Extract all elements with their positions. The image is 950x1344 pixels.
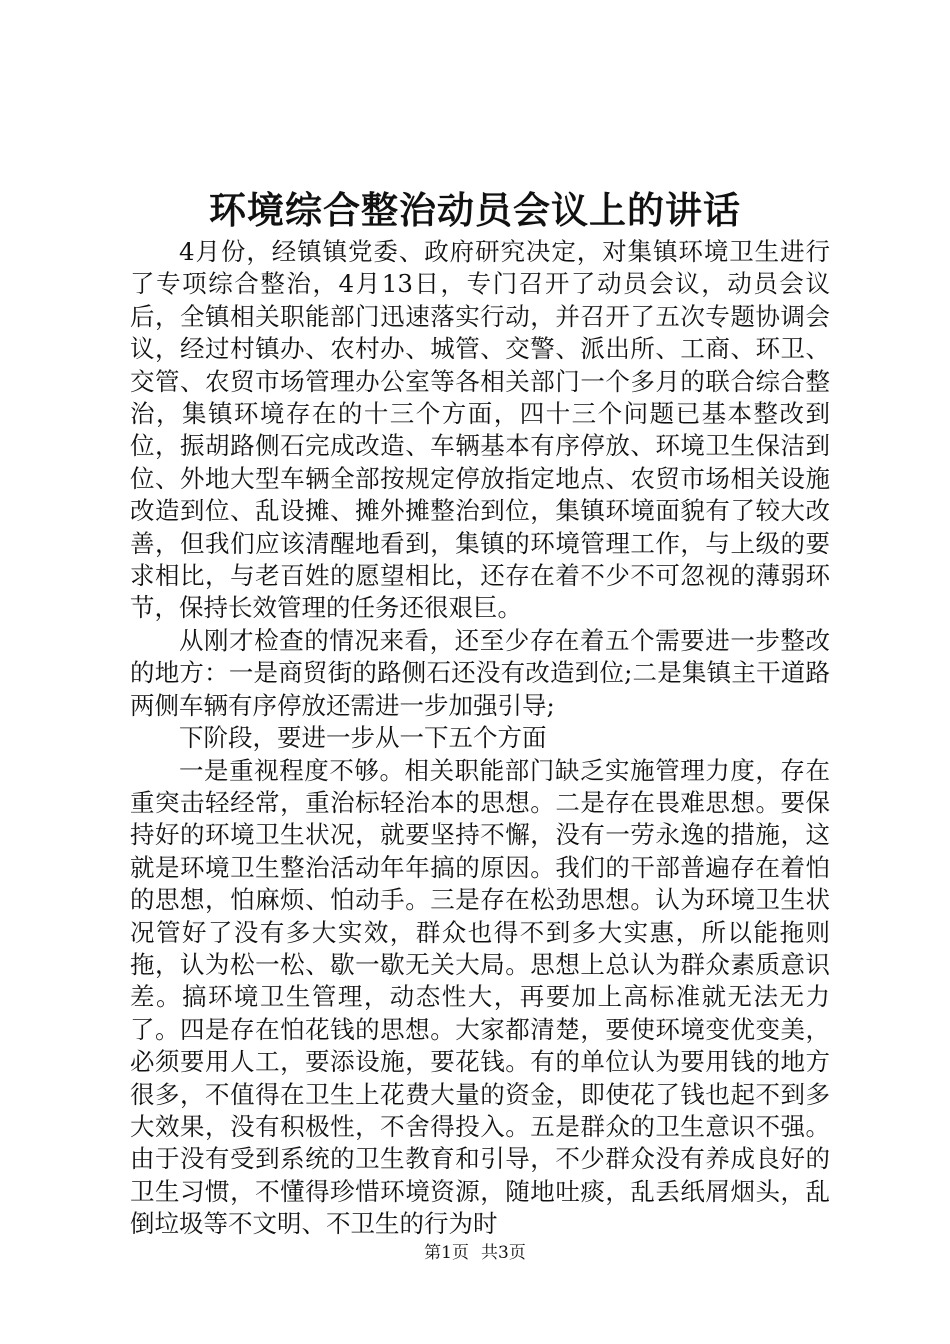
paragraph-next-stage: 下阶段，要进一步从一下五个方面: [179, 723, 547, 753]
page-footer: [0, 1241, 950, 1265]
paragraph-intro: 4月份，经镇镇党委、政府研究决定，对集镇环境卫生进行了专项综合整治，4月13日，专门召开了动员会议，动员会议后，全镇相关职能部门迅速落实行动，并召开了五次专题协调会议，经过村镇办、农村办、城管、交警、派出所、工商、环卫、交管、农贸市场管理办公室等各相关部门一个多月的联合综合整治，集镇环境存在的十三个方面，四十三个问题已基本整改到位，振胡路侧石完成改造、车辆基本有序停放、环境卫生保洁到位、外地大型车辆全部按规定停放指定地点、农贸市场相关设施改造到位、乱设摊、摊外摊整治到位，集镇环境面貌有了较大改善，但我们应该清醒地看到，集镇的环境管理工作，与上级的要求相比，与老百姓的愿望相比，还存在着不少不可忽视的薄弱环节，保持长效管理的任务还很艰巨。: [130, 237, 830, 623]
page-number: 第1页: [424, 1243, 469, 1263]
document-body: [130, 236, 830, 1241]
paragraph-problems: 一是重视程度不够。相关职能部门缺乏实施管理力度，存在重突击轻经常，重治标轻治本的思想。二是存在畏难思想。要保持好的环境卫生状况，就要坚持不懈，没有一劳永逸的措施，这就是环境卫生整治活动年年搞的原因。我们的干部普遍存在着怕的思想，怕麻烦、怕动手。三是存在松劲思想。认为环境卫生状况管好了没有多大实效，群众也得不到多大实惠，所以能拖则拖，认为松一松、歇一歇无关大局。思想上总认为群众素质意识差。搞环境卫生管理，动态性大，再要加上高标准就无法无力了。四是存在怕花钱的思想。大家都清楚，要使环境变优变美，必须要用人工，要添设施，要花钱。有的单位认为要用钱的地方很多，不值得在卫生上花费大量的资金，即使花了钱也起不到多大效果，没有积极性，不舍得投入。五是群众的卫生意识不强。由于没有受到系统的卫生教育和引导，不少群众没有养成良好的卫生习惯，不懂得珍惜环境资源，随地吐痰，乱丢纸屑烟头，乱倒垃圾等不文明、不卫生的行为时: [130, 755, 830, 1239]
page-total: 共3页: [481, 1243, 526, 1263]
paragraph-inspection: 从刚才检查的情况来看，还至少存在着五个需要进一步整改的地方：一是商贸街的路侧石还没有改造到位;二是集镇主干道路两侧车辆有序停放还需进一步加强引导;: [130, 625, 830, 720]
document-title: 环境综合整治动员会议上的讲话: [209, 188, 741, 232]
